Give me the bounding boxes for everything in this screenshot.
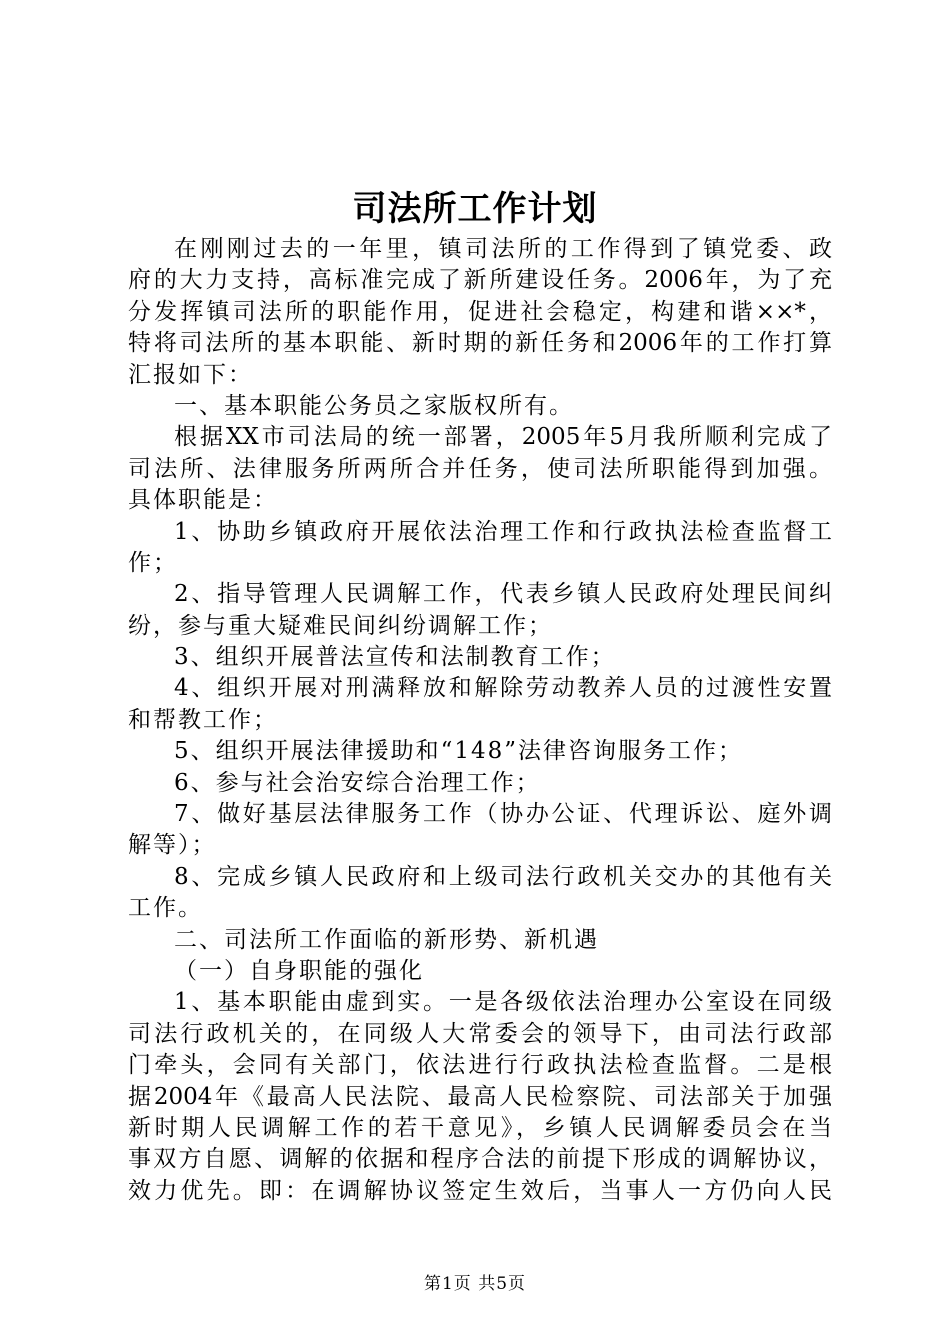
list-item-line: 工作。 bbox=[128, 895, 203, 922]
document-title: 司法所工作计划 bbox=[352, 189, 598, 229]
list-item-line: 5、组织开展法律援助和“148”法律咨询服务工作； bbox=[174, 738, 744, 765]
paragraph-line: 司法所、法律服务所两所合并任务，使司法所职能得到加强。 bbox=[128, 455, 832, 482]
list-item-line: 3、组织开展普法宣传和法制教育工作； bbox=[174, 644, 616, 671]
paragraph-line: 门牵头，会同有关部门，依法进行行政执法检查监督。二是根 bbox=[128, 1052, 832, 1079]
list-item-line: 7、做好基层法律服务工作（协办公证、代理诉讼、庭外调 bbox=[174, 801, 832, 828]
paragraph-line: 效力优先。即：在调解协议签定生效后，当事人一方仍向人民 bbox=[128, 1177, 832, 1204]
paragraph-line: 司法行政机关的，在同级人大常委会的领导下，由司法行政部 bbox=[128, 1020, 832, 1047]
list-item-line: 1、协助乡镇政府开展依法治理工作和行政执法检查监督工 bbox=[174, 518, 832, 545]
paragraph-line: 事双方自愿、调解的依据和程序合法的前提下形成的调解协议， bbox=[128, 1146, 832, 1173]
section-heading: 一、基本职能公务员之家版权所有。 bbox=[174, 392, 574, 419]
section-heading: 二、司法所工作面临的新形势、新机遇 bbox=[174, 926, 599, 953]
paragraph-line: 府的大力支持，高标准完成了新所建设任务。2006年，为了充 bbox=[128, 267, 832, 294]
paragraph-line: 1、基本职能由虚到实。一是各级依法治理办公室设在同级 bbox=[174, 989, 832, 1016]
document-body bbox=[128, 234, 832, 1207]
list-item-line: 8、完成乡镇人民政府和上级司法行政机关交办的其他有关 bbox=[174, 863, 832, 890]
paragraph-line: 分发挥镇司法所的职能作用，促进社会稳定，构建和谐××*， bbox=[128, 298, 832, 325]
paragraph-line: 汇报如下： bbox=[128, 361, 253, 388]
list-item-line: 纷，参与重大疑难民间纠纷调解工作； bbox=[128, 612, 553, 639]
paragraph-line: 新时期人民调解工作的若干意见》，乡镇人民调解委员会在当 bbox=[128, 1114, 832, 1141]
list-item-line: 6、参与社会治安综合治理工作； bbox=[174, 769, 541, 796]
paragraph-line: 据2004年《最高人民法院、最高人民检察院、司法部关于加强 bbox=[128, 1083, 832, 1110]
paragraph-line: 具体职能是： bbox=[128, 487, 278, 514]
list-item-line: 和帮教工作； bbox=[128, 706, 278, 733]
paragraph-line: 根据XX市司法局的统一部署，2005年5月我所顺利完成了 bbox=[174, 424, 832, 451]
paragraph-line: 特将司法所的基本职能、新时期的新任务和2006年的工作打算 bbox=[128, 330, 832, 357]
list-item-line: 作； bbox=[128, 549, 178, 576]
paragraph-line: 在刚刚过去的一年里，镇司法所的工作得到了镇党委、政 bbox=[174, 236, 832, 262]
list-item-line: 2、指导管理人民调解工作，代表乡镇人民政府处理民间纠 bbox=[174, 581, 832, 608]
subsection-heading: （一）自身职能的强化 bbox=[174, 957, 424, 984]
list-item-line: 4、组织开展对刑满释放和解除劳动教养人员的过渡性安置 bbox=[174, 675, 832, 702]
list-item-line: 解等）； bbox=[128, 832, 217, 859]
page-number: 第1页 共5页 bbox=[423, 1274, 527, 1294]
